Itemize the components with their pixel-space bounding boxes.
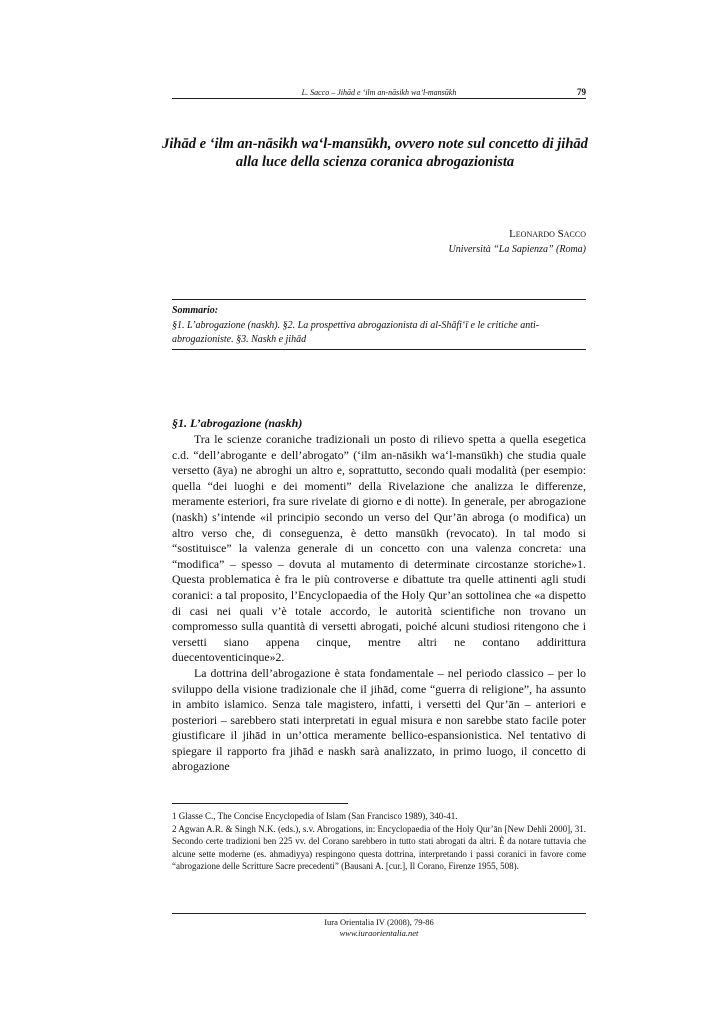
paragraph-1: Tra le scienze coraniche tradizionali un posto di rilievo spetta a quella esegetica c.d. “dell’abrogante e dell’abrogato” (‘ilm an-nāsikh wa‘l-mansūkh) che studia quale versetto (āya) ne abroghi un altro e, soprattutto, secondo quali modalità (per esempio: quella “dei luoghi e dei momenti” della Rivelazione che analizza le differenze, meramente esteriori, fra sure rivelate di giorno e di notte). In generale, per abrogazione (naskh) s’intende «il principio secondo un verso del Qur’ān abroga (o modifica) un altro verso che, di conseguenza, è detto mansūkh (revocato). In tal modo si “sostituisce” la valenza generale di un concetto con una valenza concreta: una “modifica” – spesso – dovuta al mutamento di determinate circostanze storiche»1. Questa problematica è fra le più controverse e dibattute tra quelle attinenti agli studi coranici: a tal proposito, l’Encyclopaedia of the Holy Qur’an sottolinea che «a dispetto di casi nei quali v’è totale accordo, le autorità scientifiche non trovano un compromesso sulla quantità di versetti abrogati, poiché alcuni studiosi ritengono che i versetti siano appena cinque, mentre altri ne contano addirittura duecentoventicinque»2.: [172, 432, 586, 665]
running-head: L. Sacco – Jihād e ‘ilm an-nāsikh wa’l-mansūkh: [301, 88, 457, 97]
header-rule: [172, 98, 586, 99]
author-affiliation: Università “La Sapienza” (Roma): [448, 244, 586, 255]
summary-text: §1. L’abrogazione (naskh). §2. La prospettiva abrogazionista di al-Shāfi‘ī e le critiche anti-abrogazioniste. §3. Naskh e jihād: [172, 320, 540, 345]
body-text: [172, 432, 586, 775]
section-title: §1. L’abrogazione (naskh): [172, 416, 303, 430]
footer-rule: [172, 913, 586, 914]
journal-citation: Iura Orientalia IV (2008), 79-86: [324, 917, 434, 927]
summary-label: Sommario:: [172, 305, 219, 316]
footnotes: [172, 810, 586, 873]
article-title: Jihād e ‘ilm an-nāsikh wa‘l-mansūkh, ovvero note sul concetto di jihād alla luce della scienza coranica abrogazionista: [162, 136, 588, 170]
journal-website[interactable]: www.iuraorientalia.net: [339, 928, 419, 938]
summary-bottom-rule: [172, 349, 586, 350]
footnote-1: 1 Glasse C., The Concise Encyclopedia of Islam (San Francisco 1989), 340-41.: [172, 811, 458, 821]
paragraph-2: La dottrina dell’abrogazione è stata fondamentale – nel periodo classico – per lo sviluppo della visione tradizionale che il jihād, come “guerra di religione”, ha assunto in ambito islamico. Senza tale magistero, infatti, i versetti del Qur’ān – anteriori e posteriori – sarebbero stati interpretati in egual misura e non sarebbe stato facile poter giustificare il jihād in un’ottica meramente bellico-espansionistica. Nel tentativo di spiegare il rapporto fra jihād e naskh sarà analizzato, in primo luogo, il concetto di abrogazione: [172, 665, 586, 774]
page-number: 79: [577, 87, 586, 97]
author-name: Leonardo Sacco: [509, 228, 586, 240]
summary-top-rule: [172, 299, 586, 300]
footnote-2: 2 Agwan A.R. & Singh N.K. (eds.), s.v. Abrogations, in: Encyclopaedia of the Holy Qur’ān [New Dehli 2000], 31. Secondo certe tradizioni ben 225 vv. del Corano sarebbero in tutto stati abrogati da altri. È da notare tuttavia che alcune sette moderne (es. ahmadiyya) respingono questa dottrina, interpretando i passi coranici in favore come “abrogazione delle Scritture Sacre precedenti” (Bausani A. [cur.], Il Corano, Firenze 1955, 508).: [172, 823, 586, 871]
footnote-rule: [172, 803, 348, 804]
